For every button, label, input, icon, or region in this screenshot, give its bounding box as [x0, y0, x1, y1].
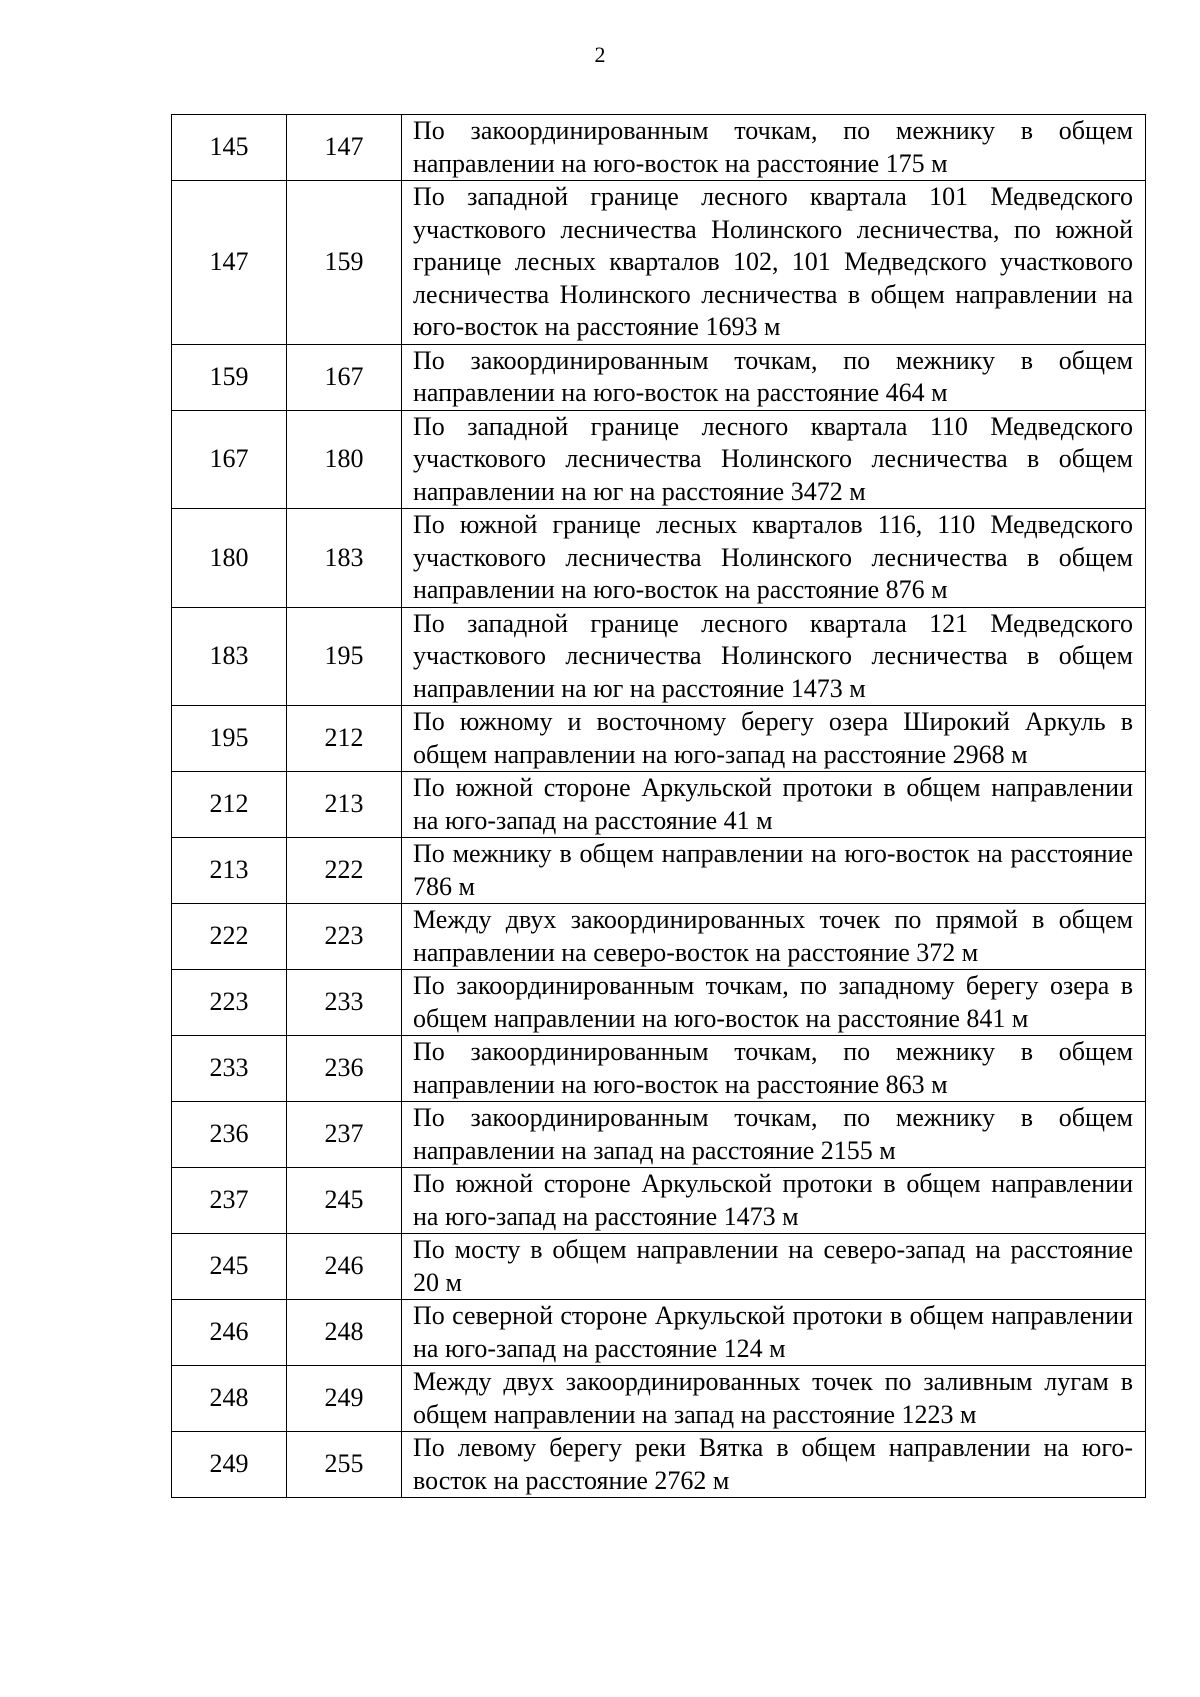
point-to: 147	[287, 115, 402, 181]
point-to: 167	[287, 344, 402, 410]
point-from: 249	[172, 1432, 287, 1498]
point-to: 195	[287, 607, 402, 706]
point-to: 246	[287, 1234, 402, 1300]
boundary-description: По закоординированным точкам, по межнику в общем направлении на юго-восток на расстояние 464 м	[402, 344, 1146, 410]
point-from: 236	[172, 1102, 287, 1168]
table-row	[172, 1102, 1146, 1168]
point-to: 237	[287, 1102, 402, 1168]
table-row	[172, 607, 1146, 706]
table-row	[172, 1432, 1146, 1498]
point-from: 147	[172, 181, 287, 345]
point-from: 195	[172, 706, 287, 772]
point-from: 167	[172, 410, 287, 509]
table-row	[172, 181, 1146, 345]
boundary-description-table	[171, 114, 1146, 1498]
boundary-description: По мосту в общем направлении на северо-запад на расстояние 20 м	[402, 1234, 1146, 1300]
boundary-description: Между двух закоординированных точек по прямой в общем направлении на северо-восток на расстояние 372 м	[402, 904, 1146, 970]
point-to: 248	[287, 1300, 402, 1366]
point-from: 245	[172, 1234, 287, 1300]
point-from: 212	[172, 772, 287, 838]
point-from: 237	[172, 1168, 287, 1234]
point-from: 145	[172, 115, 287, 181]
boundary-description: По закоординированным точкам, по межнику в общем направлении на юго-восток на расстояние 175 м	[402, 115, 1146, 181]
point-to: 180	[287, 410, 402, 509]
boundary-description: По северной стороне Аркульской протоки в общем направлении на юго-запад на расстояние 124 м	[402, 1300, 1146, 1366]
table-row	[172, 706, 1146, 772]
table-row	[172, 509, 1146, 608]
point-to: 213	[287, 772, 402, 838]
boundary-description: По межнику в общем направлении на юго-восток на расстояние 786 м	[402, 838, 1146, 904]
table-row	[172, 904, 1146, 970]
table-row	[172, 970, 1146, 1036]
point-to: 249	[287, 1366, 402, 1432]
table-row	[172, 410, 1146, 509]
boundary-description: По закоординированным точкам, по западному берегу озера в общем направлении на юго-восток на расстояние 841 м	[402, 970, 1146, 1036]
point-to: 255	[287, 1432, 402, 1498]
point-from: 213	[172, 838, 287, 904]
point-from: 159	[172, 344, 287, 410]
table-row	[172, 1168, 1146, 1234]
point-from: 222	[172, 904, 287, 970]
table-row	[172, 344, 1146, 410]
boundary-description: По закоординированным точкам, по межнику в общем направлении на юго-восток на расстояние 863 м	[402, 1036, 1146, 1102]
table-row	[172, 1036, 1146, 1102]
point-from: 180	[172, 509, 287, 608]
point-to: 159	[287, 181, 402, 345]
table-row	[172, 1300, 1146, 1366]
point-from: 246	[172, 1300, 287, 1366]
point-to: 183	[287, 509, 402, 608]
table-row	[172, 1366, 1146, 1432]
point-from: 183	[172, 607, 287, 706]
point-to: 222	[287, 838, 402, 904]
boundary-description: По южной стороне Аркульской протоки в общем направлении на юго-запад на расстояние 41 м	[402, 772, 1146, 838]
boundary-description: По западной границе лесного квартала 110 Медведского участкового лесничества Нолинского лесничества в общем направлении на юг на расстояние 3472 м	[402, 410, 1146, 509]
boundary-description: По закоординированным точкам, по межнику в общем направлении на запад на расстояние 2155 м	[402, 1102, 1146, 1168]
table-row	[172, 1234, 1146, 1300]
point-to: 245	[287, 1168, 402, 1234]
boundary-description: По южной стороне Аркульской протоки в общем направлении на юго-запад на расстояние 1473 м	[402, 1168, 1146, 1234]
boundary-description: По западной границе лесного квартала 101 Медведского участкового лесничества Нолинского лесничества, по южной границе лесных кварталов 102, 101 Медведского участкового лесничества Нолинского лесничества в общем направлении на юго-восток на расстояние 1693 м	[402, 181, 1146, 345]
table-row	[172, 772, 1146, 838]
point-from: 248	[172, 1366, 287, 1432]
boundary-description: По южному и восточному берегу озера Широкий Аркуль в общем направлении на юго-запад на расстояние 2968 м	[402, 706, 1146, 772]
boundary-description: По левому берегу реки Вятка в общем направлении на юго-восток на расстояние 2762 м	[402, 1432, 1146, 1498]
point-to: 212	[287, 706, 402, 772]
point-to: 236	[287, 1036, 402, 1102]
boundary-description: Между двух закоординированных точек по заливным лугам в общем направлении на запад на расстояние 1223 м	[402, 1366, 1146, 1432]
page-number: 2	[594, 42, 606, 67]
point-to: 223	[287, 904, 402, 970]
boundary-description: По южной границе лесных кварталов 116, 110 Медведского участкового лесничества Нолинского лесничества в общем направлении на юго-восток на расстояние 876 м	[402, 509, 1146, 608]
point-to: 233	[287, 970, 402, 1036]
table-row	[172, 115, 1146, 181]
table-row	[172, 838, 1146, 904]
point-from: 233	[172, 1036, 287, 1102]
boundary-description: По западной границе лесного квартала 121 Медведского участкового лесничества Нолинского лесничества в общем направлении на юг на расстояние 1473 м	[402, 607, 1146, 706]
point-from: 223	[172, 970, 287, 1036]
table-body	[172, 115, 1146, 1498]
